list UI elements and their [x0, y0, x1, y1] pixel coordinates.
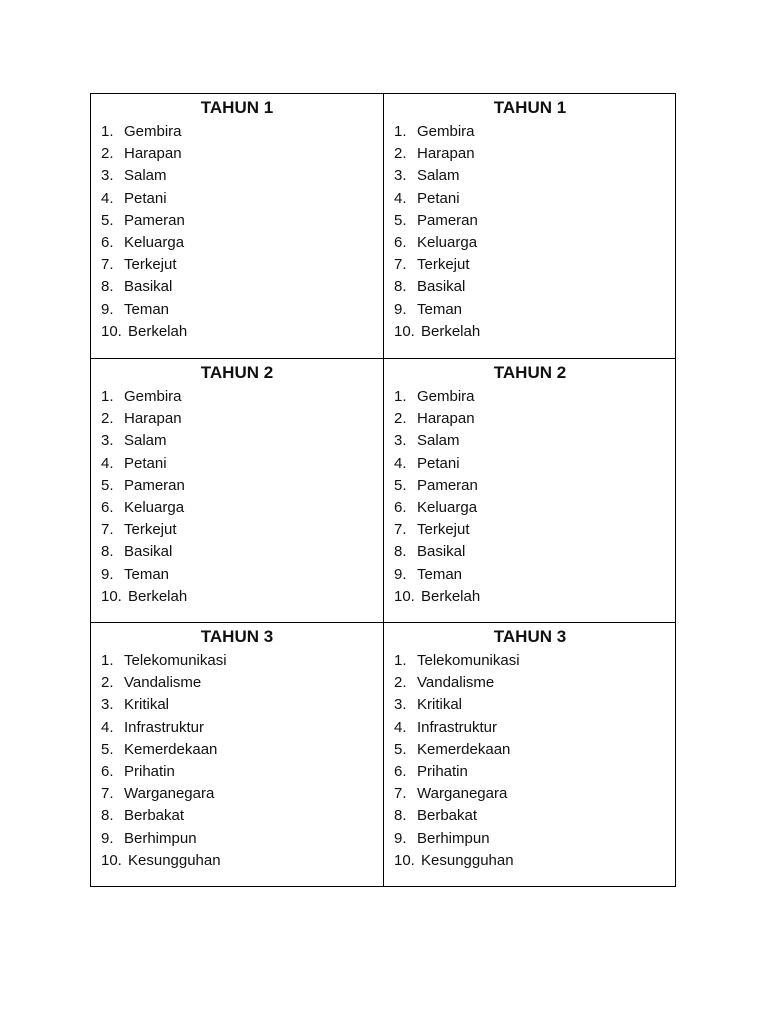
- item-word: Keluarga: [124, 233, 185, 251]
- item-number: 7.: [101, 785, 114, 803]
- list-item: [384, 299, 676, 321]
- word-list: [91, 386, 383, 608]
- item-number: 10.: [394, 587, 415, 605]
- list-item: [384, 408, 676, 430]
- item-word: Harapan: [417, 145, 475, 163]
- item-word: Kemerdekaan: [417, 740, 511, 758]
- item-word: Pameran: [417, 211, 478, 229]
- item-number: 7.: [394, 521, 407, 539]
- item-word: Gembira: [124, 123, 182, 140]
- item-number: 9.: [101, 565, 114, 583]
- item-word: Petani: [124, 454, 167, 472]
- item-word: Terkejut: [417, 256, 470, 274]
- item-number: 4.: [394, 718, 407, 736]
- item-word: Infrastruktur: [417, 718, 498, 736]
- item-number: 7.: [394, 256, 407, 274]
- list-item: [384, 165, 676, 187]
- item-number: 3.: [394, 432, 407, 450]
- item-word: Kesungguhan: [128, 851, 221, 869]
- item-number: 4.: [394, 454, 407, 472]
- list-item: [384, 475, 676, 497]
- item-word: Warganegara: [124, 785, 215, 803]
- item-number: 4.: [101, 454, 114, 472]
- item-number: 3.: [394, 696, 407, 714]
- list-item: [91, 430, 383, 452]
- list-item: [384, 143, 676, 165]
- list-item: [91, 143, 383, 165]
- item-word: Harapan: [417, 410, 475, 428]
- item-word: Pameran: [417, 476, 478, 494]
- list-item: [384, 694, 676, 716]
- word-list: [91, 650, 383, 872]
- item-word: Petani: [417, 189, 460, 207]
- list-item: [91, 717, 383, 739]
- list-item: [91, 650, 383, 672]
- item-word: Teman: [124, 565, 170, 583]
- item-number: 3.: [101, 167, 114, 185]
- list-item: [384, 586, 676, 608]
- list-item: [384, 739, 676, 761]
- list-item: [91, 672, 383, 694]
- item-number: 8.: [101, 807, 114, 825]
- list-item: [91, 121, 383, 143]
- list-item: [384, 210, 676, 232]
- item-word: Infrastruktur: [124, 718, 205, 736]
- list-item: [91, 299, 383, 321]
- list-item: [384, 232, 676, 254]
- card-title: TAHUN 1: [493, 98, 567, 117]
- item-number: 4.: [101, 718, 114, 736]
- list-item: [384, 650, 676, 672]
- list-item: [384, 541, 676, 563]
- item-number: 10.: [101, 322, 122, 340]
- list-item: [91, 254, 383, 276]
- list-item: [384, 672, 676, 694]
- list-item: [384, 276, 676, 298]
- list-item: [91, 165, 383, 187]
- item-word: Salam: [417, 432, 460, 450]
- item-number: 9.: [394, 829, 407, 847]
- year-card: [91, 623, 384, 886]
- item-number: 8.: [394, 543, 407, 561]
- list-item: [384, 761, 676, 783]
- list-item: [384, 430, 676, 452]
- item-number: 5.: [101, 211, 114, 229]
- card-title: TAHUN 3: [493, 627, 567, 646]
- list-item: [384, 805, 676, 827]
- item-word: Gembira: [417, 123, 475, 140]
- item-word: Kritikal: [124, 696, 170, 714]
- item-word: Keluarga: [124, 498, 185, 516]
- item-number: 4.: [394, 189, 407, 207]
- list-item: [91, 805, 383, 827]
- item-word: Berhimpun: [417, 829, 490, 847]
- item-number: 6.: [101, 498, 114, 516]
- item-number: 10.: [394, 322, 415, 340]
- item-number: 2.: [101, 674, 114, 692]
- year-card: [384, 359, 676, 623]
- item-number: 6.: [394, 762, 407, 780]
- item-number: 10.: [101, 587, 122, 605]
- item-word: Harapan: [124, 410, 182, 428]
- list-item: [384, 453, 676, 475]
- item-word: Teman: [417, 565, 463, 583]
- list-item: [91, 232, 383, 254]
- list-item: [91, 386, 383, 408]
- list-item: [91, 408, 383, 430]
- item-number: 6.: [394, 498, 407, 516]
- item-word: Kemerdekaan: [124, 740, 218, 758]
- item-number: 7.: [394, 785, 407, 803]
- card-title: TAHUN 1: [200, 98, 274, 117]
- item-number: 10.: [101, 851, 122, 869]
- list-item: [384, 386, 676, 408]
- item-word: Berbakat: [417, 807, 478, 825]
- list-item: [91, 188, 383, 210]
- item-word: Teman: [124, 300, 170, 318]
- item-number: 2.: [101, 410, 114, 428]
- item-number: 1.: [101, 123, 114, 140]
- item-number: 5.: [394, 740, 407, 758]
- item-word: Petani: [417, 454, 460, 472]
- word-list: [384, 121, 676, 343]
- list-item: [91, 475, 383, 497]
- item-word: Basikal: [417, 543, 466, 561]
- card-title: TAHUN 2: [493, 363, 567, 382]
- item-number: 2.: [394, 145, 407, 163]
- item-number: 9.: [394, 565, 407, 583]
- list-item: [91, 850, 383, 872]
- item-number: 1.: [394, 123, 407, 140]
- item-number: 7.: [101, 256, 114, 274]
- item-number: 1.: [101, 652, 114, 669]
- item-number: 1.: [394, 652, 407, 669]
- item-number: 2.: [101, 145, 114, 163]
- item-word: Salam: [417, 167, 460, 185]
- word-list: [91, 121, 383, 343]
- list-item: [91, 783, 383, 805]
- item-word: Gembira: [417, 388, 475, 405]
- item-word: Berkelah: [128, 587, 188, 605]
- item-number: 2.: [394, 674, 407, 692]
- item-word: Terkejut: [124, 256, 177, 274]
- list-item: [384, 121, 676, 143]
- item-number: 3.: [101, 696, 114, 714]
- list-item: [384, 519, 676, 541]
- word-list-table: [90, 93, 676, 887]
- item-number: 5.: [101, 740, 114, 758]
- list-item: [91, 321, 383, 343]
- list-item: [91, 828, 383, 850]
- card-title: TAHUN 3: [200, 627, 274, 646]
- item-number: 4.: [101, 189, 114, 207]
- item-word: Gembira: [124, 388, 182, 405]
- list-item: [384, 717, 676, 739]
- list-item: [384, 188, 676, 210]
- item-number: 5.: [394, 476, 407, 494]
- item-word: Berkelah: [421, 587, 481, 605]
- word-list: [384, 386, 676, 608]
- item-number: 9.: [101, 829, 114, 847]
- list-item: [384, 828, 676, 850]
- list-item: [91, 541, 383, 563]
- item-word: Vandalisme: [417, 674, 495, 692]
- card-title: TAHUN 2: [200, 363, 274, 382]
- item-word: Telekomunikasi: [124, 652, 227, 669]
- item-number: 7.: [101, 521, 114, 539]
- item-word: Berbakat: [124, 807, 185, 825]
- year-card: [91, 94, 384, 359]
- item-word: Keluarga: [417, 233, 478, 251]
- item-number: 1.: [101, 388, 114, 405]
- item-number: 8.: [394, 278, 407, 296]
- item-number: 9.: [101, 300, 114, 318]
- item-number: 8.: [101, 543, 114, 561]
- item-number: 6.: [101, 762, 114, 780]
- item-number: 9.: [394, 300, 407, 318]
- item-number: 1.: [394, 388, 407, 405]
- item-number: 8.: [101, 278, 114, 296]
- list-item: [384, 850, 676, 872]
- list-item: [384, 254, 676, 276]
- item-number: 3.: [394, 167, 407, 185]
- year-card: [384, 94, 676, 359]
- year-card: [91, 359, 384, 623]
- item-number: 2.: [394, 410, 407, 428]
- item-word: Basikal: [417, 278, 466, 296]
- list-item: [91, 210, 383, 232]
- item-word: Telekomunikasi: [417, 652, 520, 669]
- item-word: Prihatin: [124, 762, 175, 780]
- item-word: Petani: [124, 189, 167, 207]
- item-word: Harapan: [124, 145, 182, 163]
- item-word: Keluarga: [417, 498, 478, 516]
- list-item: [91, 276, 383, 298]
- item-number: 10.: [394, 851, 415, 869]
- item-number: 8.: [394, 807, 407, 825]
- item-word: Basikal: [124, 543, 173, 561]
- item-word: Terkejut: [124, 521, 177, 539]
- item-word: Prihatin: [417, 762, 468, 780]
- item-word: Kesungguhan: [421, 851, 514, 869]
- list-item: [384, 497, 676, 519]
- list-item: [91, 586, 383, 608]
- item-number: 6.: [394, 233, 407, 251]
- list-item: [384, 564, 676, 586]
- list-item: [91, 564, 383, 586]
- list-item: [384, 783, 676, 805]
- list-item: [91, 761, 383, 783]
- item-word: Pameran: [124, 211, 185, 229]
- item-word: Berhimpun: [124, 829, 197, 847]
- item-word: Teman: [417, 300, 463, 318]
- list-item: [91, 519, 383, 541]
- year-card: [384, 623, 676, 886]
- item-number: 5.: [394, 211, 407, 229]
- item-number: 6.: [101, 233, 114, 251]
- list-item: [91, 497, 383, 519]
- list-item: [91, 694, 383, 716]
- item-word: Vandalisme: [124, 674, 202, 692]
- item-word: Kritikal: [417, 696, 463, 714]
- item-word: Warganegara: [417, 785, 508, 803]
- list-item: [384, 321, 676, 343]
- item-word: Salam: [124, 432, 167, 450]
- item-word: Terkejut: [417, 521, 470, 539]
- item-number: 3.: [101, 432, 114, 450]
- word-list: [384, 650, 676, 872]
- item-word: Berkelah: [128, 322, 188, 340]
- item-number: 5.: [101, 476, 114, 494]
- item-word: Pameran: [124, 476, 185, 494]
- item-word: Berkelah: [421, 322, 481, 340]
- list-item: [91, 453, 383, 475]
- item-word: Salam: [124, 167, 167, 185]
- list-item: [91, 739, 383, 761]
- item-word: Basikal: [124, 278, 173, 296]
